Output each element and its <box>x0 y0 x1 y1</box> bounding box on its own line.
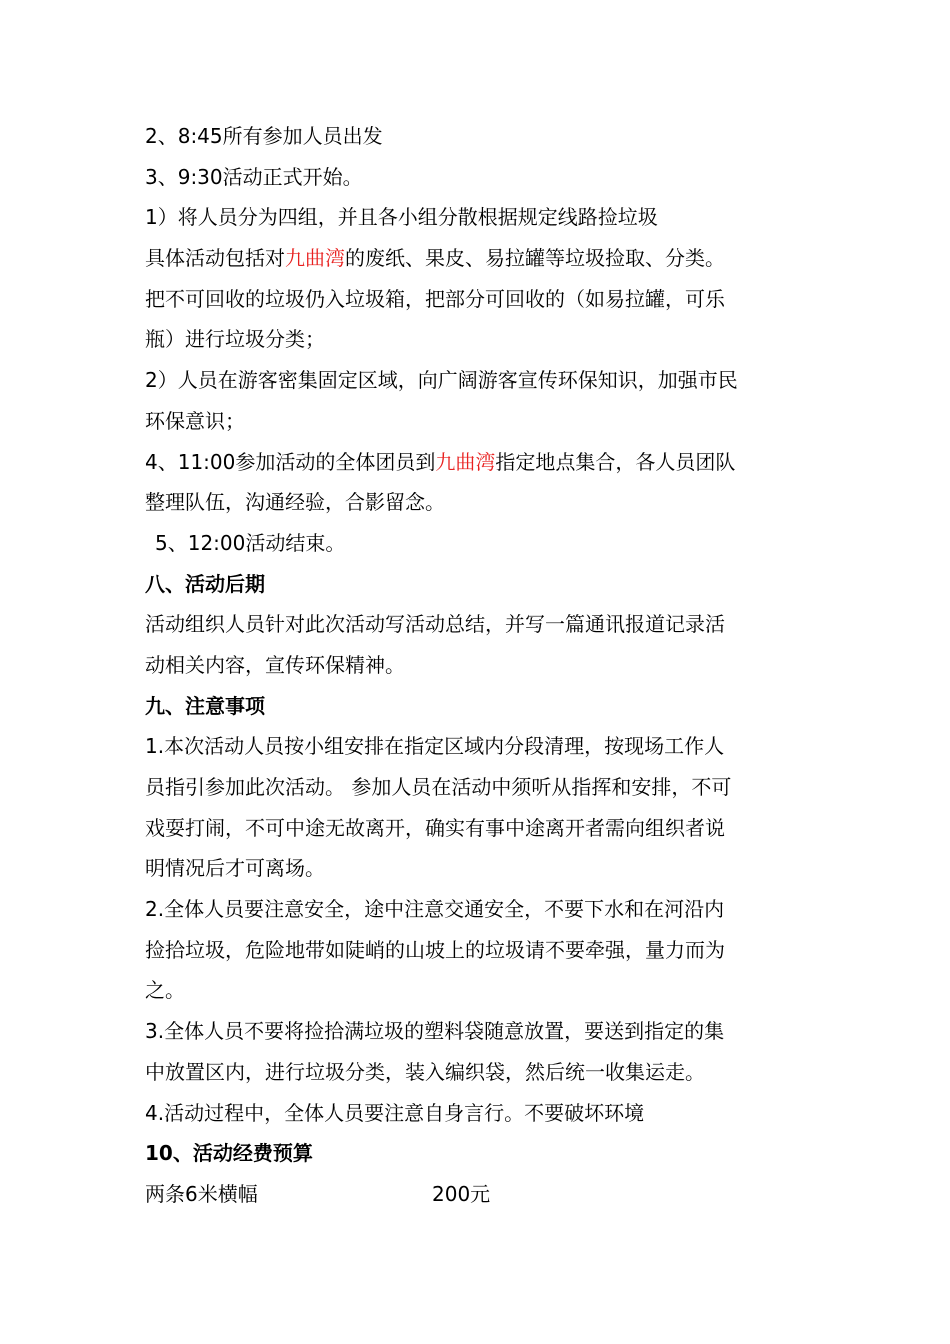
section-heading-9: 九、注意事项 <box>145 693 265 718</box>
paragraph-line: 动相关内容，宣传环保精神。 <box>145 652 405 677</box>
note-item-4: 4.活动过程中，全体人员要注意自身言行。不要破坏环境 <box>145 1100 645 1125</box>
paragraph-line: 环保意识； <box>145 408 245 433</box>
text-segment: 指定地点集合，各人员团队 <box>495 449 736 474</box>
location-highlight: 九曲湾 <box>285 246 345 271</box>
paragraph-line: 明情况后才可离场。 <box>145 856 325 881</box>
activity-detail-line <box>145 238 809 279</box>
activity-step-1: 1）将人员分为四组，并且各小组分散根据规定线路捡垃圾 <box>145 205 658 230</box>
section-heading-10: 10、活动经费预算 <box>145 1141 313 1166</box>
note-item-1: 1.本次活动人员按小组安排在指定区域内分段清理，按现场工作人 <box>145 734 725 759</box>
budget-amount: 200元 <box>432 1181 491 1206</box>
note-item-2: 2.全体人员要注意安全，途中注意交通安全，不要下水和在河沿内 <box>145 897 725 922</box>
schedule-line-gather <box>145 442 809 483</box>
paragraph-line: 戏耍打闹，不可中途无故离开，确实有事中途离开者需向组织者说 <box>145 815 725 840</box>
text-segment: 具体活动包括对 <box>145 246 285 271</box>
activity-step-2: 2）人员在游客密集固定区域，向广阔游客宣传环保知识，加强市民 <box>145 368 738 393</box>
paragraph-line: 整理队伍，沟通经验，合影留念。 <box>145 490 445 515</box>
paragraph-line: 之。 <box>145 978 185 1003</box>
paragraph-line: 员指引参加此次活动。 参加人员在活动中须听从指挥和安排，不可 <box>145 775 732 799</box>
text-segment: 的废纸、果皮、易拉罐等垃圾捡取、分类。 <box>345 246 725 271</box>
paragraph-line: 捡拾垃圾，危险地带如陡峭的山坡上的垃圾请不要牵强，量力而为 <box>145 937 725 962</box>
paragraph-line: 把不可回收的垃圾仍入垃圾箱，把部分可回收的（如易拉罐，可乐 <box>145 286 725 311</box>
budget-item: 两条6米横幅 <box>145 1181 258 1206</box>
paragraph-line: 中放置区内，进行垃圾分类，装入编织袋，然后统一收集运走。 <box>145 1059 705 1084</box>
schedule-line-end: 5、12:00活动结束。 <box>155 530 346 555</box>
paragraph-line: 活动组织人员针对此次活动写活动总结，并写一篇通讯报道记录活 <box>145 612 725 637</box>
text-segment: 4、11:00参加活动的全体团员到 <box>145 449 436 474</box>
schedule-line-start: 3、9:30活动正式开始。 <box>145 164 363 189</box>
note-item-3: 3.全体人员不要将捡拾满垃圾的塑料袋随意放置，要送到指定的集 <box>145 1019 725 1044</box>
section-heading-8: 八、活动后期 <box>145 571 265 596</box>
schedule-line-depart: 2、8:45所有参加人员出发 <box>145 124 383 148</box>
document-body <box>145 116 809 1215</box>
paragraph-line: 瓶）进行垃圾分类； <box>145 327 325 352</box>
budget-row <box>145 1174 809 1215</box>
location-highlight: 九曲湾 <box>435 449 496 474</box>
